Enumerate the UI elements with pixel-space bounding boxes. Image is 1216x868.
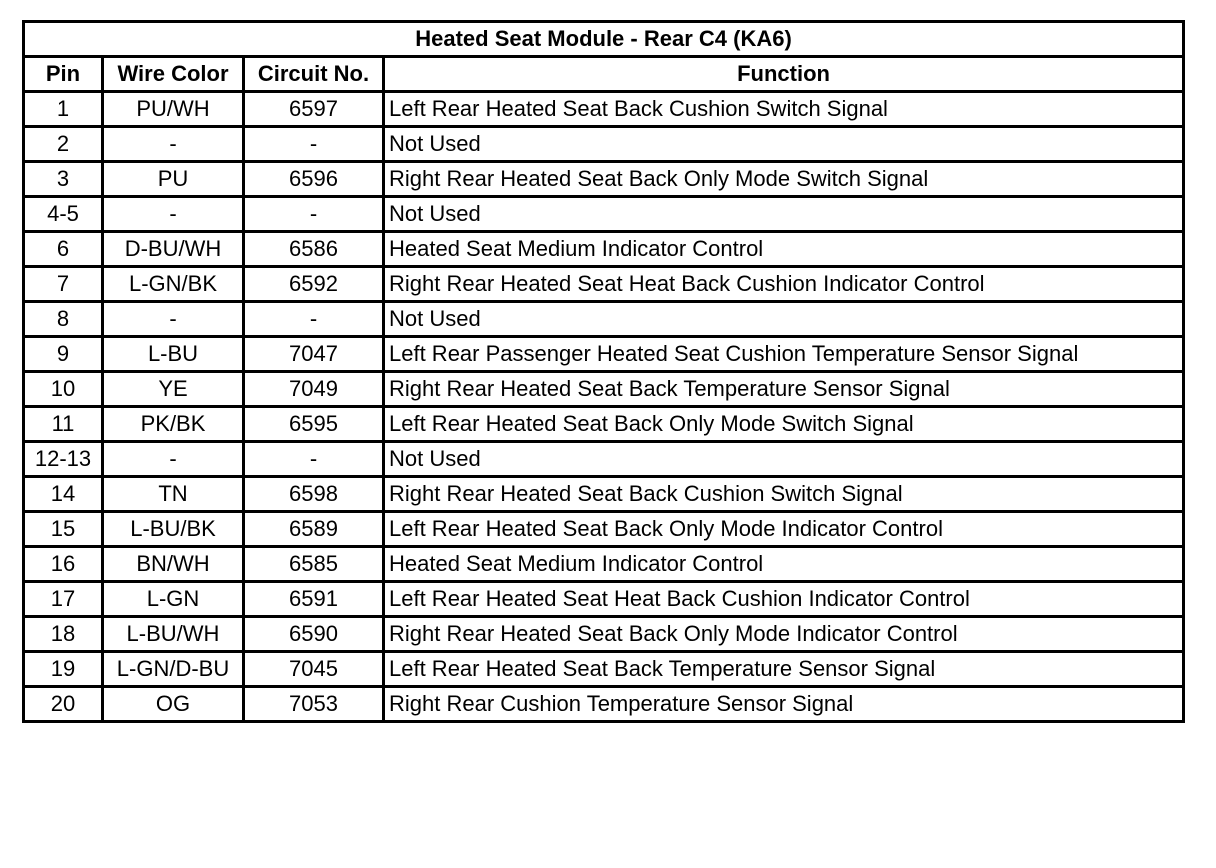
circuit-number-cell: 6586 <box>244 232 384 267</box>
pin-cell: 1 <box>24 92 103 127</box>
circuit-number-cell: 6590 <box>244 617 384 652</box>
table-row <box>24 582 1184 617</box>
table-row <box>24 372 1184 407</box>
table-row <box>24 337 1184 372</box>
function-cell: Not Used <box>384 302 1184 337</box>
wire-color-cell: TN <box>103 477 244 512</box>
wire-color-cell: PK/BK <box>103 407 244 442</box>
function-cell: Not Used <box>384 442 1184 477</box>
function-cell: Left Rear Heated Seat Back Only Mode Indicator Control <box>384 512 1184 547</box>
circuit-number-cell: 6585 <box>244 547 384 582</box>
table-body <box>24 92 1184 722</box>
circuit-number-cell: 6596 <box>244 162 384 197</box>
wire-color-cell: L-GN/D-BU <box>103 652 244 687</box>
wire-color-cell: PU/WH <box>103 92 244 127</box>
header-function: Function <box>384 57 1184 92</box>
header-wire-color: Wire Color <box>103 57 244 92</box>
pin-cell: 8 <box>24 302 103 337</box>
wire-color-cell: L-BU <box>103 337 244 372</box>
function-cell: Left Rear Heated Seat Heat Back Cushion Indicator Control <box>384 582 1184 617</box>
pin-cell: 15 <box>24 512 103 547</box>
pin-cell: 6 <box>24 232 103 267</box>
pin-cell: 9 <box>24 337 103 372</box>
circuit-number-cell: 7045 <box>244 652 384 687</box>
wire-color-cell: - <box>103 127 244 162</box>
header-circuit-number: Circuit No. <box>244 57 384 92</box>
circuit-number-cell: 6598 <box>244 477 384 512</box>
circuit-number-cell: 6592 <box>244 267 384 302</box>
circuit-number-cell: - <box>244 302 384 337</box>
pin-cell: 18 <box>24 617 103 652</box>
function-cell: Right Rear Heated Seat Back Only Mode Indicator Control <box>384 617 1184 652</box>
function-cell: Not Used <box>384 127 1184 162</box>
table-row <box>24 267 1184 302</box>
connector-pinout-table <box>22 20 1185 723</box>
table-row <box>24 687 1184 722</box>
wire-color-cell: D-BU/WH <box>103 232 244 267</box>
wire-color-cell: L-GN/BK <box>103 267 244 302</box>
wire-color-cell: L-BU/BK <box>103 512 244 547</box>
function-cell: Left Rear Heated Seat Back Temperature Sensor Signal <box>384 652 1184 687</box>
function-cell: Heated Seat Medium Indicator Control <box>384 547 1184 582</box>
wire-color-cell: YE <box>103 372 244 407</box>
circuit-number-cell: 6595 <box>244 407 384 442</box>
pin-cell: 20 <box>24 687 103 722</box>
pin-cell: 17 <box>24 582 103 617</box>
pin-cell: 7 <box>24 267 103 302</box>
wire-color-cell: - <box>103 442 244 477</box>
circuit-number-cell: 7053 <box>244 687 384 722</box>
wire-color-cell: PU <box>103 162 244 197</box>
function-cell: Right Rear Heated Seat Heat Back Cushion Indicator Control <box>384 267 1184 302</box>
wire-color-cell: - <box>103 197 244 232</box>
pin-cell: 12-13 <box>24 442 103 477</box>
table-row <box>24 407 1184 442</box>
table-row <box>24 302 1184 337</box>
table-row <box>24 162 1184 197</box>
circuit-number-cell: 7047 <box>244 337 384 372</box>
function-cell: Right Rear Heated Seat Back Temperature Sensor Signal <box>384 372 1184 407</box>
wire-color-cell: BN/WH <box>103 547 244 582</box>
wire-color-cell: L-GN <box>103 582 244 617</box>
pin-cell: 4-5 <box>24 197 103 232</box>
table-row <box>24 127 1184 162</box>
wire-color-cell: - <box>103 302 244 337</box>
pin-cell: 14 <box>24 477 103 512</box>
table-row <box>24 92 1184 127</box>
circuit-number-cell: - <box>244 442 384 477</box>
pin-cell: 3 <box>24 162 103 197</box>
pin-cell: 19 <box>24 652 103 687</box>
wire-color-cell: OG <box>103 687 244 722</box>
circuit-number-cell: - <box>244 127 384 162</box>
function-cell: Right Rear Heated Seat Back Only Mode Switch Signal <box>384 162 1184 197</box>
circuit-number-cell: 6591 <box>244 582 384 617</box>
function-cell: Left Rear Heated Seat Back Only Mode Switch Signal <box>384 407 1184 442</box>
header-pin: Pin <box>24 57 103 92</box>
table-row <box>24 652 1184 687</box>
pin-cell: 2 <box>24 127 103 162</box>
pin-cell: 11 <box>24 407 103 442</box>
function-cell: Heated Seat Medium Indicator Control <box>384 232 1184 267</box>
function-cell: Right Rear Cushion Temperature Sensor Signal <box>384 687 1184 722</box>
table-row <box>24 442 1184 477</box>
circuit-number-cell: 7049 <box>244 372 384 407</box>
circuit-number-cell: - <box>244 197 384 232</box>
circuit-number-cell: 6589 <box>244 512 384 547</box>
table-title-row <box>24 22 1184 57</box>
table-row <box>24 547 1184 582</box>
table-row <box>24 197 1184 232</box>
function-cell: Left Rear Heated Seat Back Cushion Switch Signal <box>384 92 1184 127</box>
circuit-number-cell: 6597 <box>244 92 384 127</box>
table-title: Heated Seat Module - Rear C4 (KA6) <box>24 22 1184 57</box>
pin-cell: 10 <box>24 372 103 407</box>
table-row <box>24 477 1184 512</box>
function-cell: Not Used <box>384 197 1184 232</box>
pin-cell: 16 <box>24 547 103 582</box>
table-row <box>24 512 1184 547</box>
table-header-row <box>24 57 1184 92</box>
function-cell: Left Rear Passenger Heated Seat Cushion Temperature Sensor Signal <box>384 337 1184 372</box>
table-row <box>24 232 1184 267</box>
table-row <box>24 617 1184 652</box>
wire-color-cell: L-BU/WH <box>103 617 244 652</box>
function-cell: Right Rear Heated Seat Back Cushion Switch Signal <box>384 477 1184 512</box>
